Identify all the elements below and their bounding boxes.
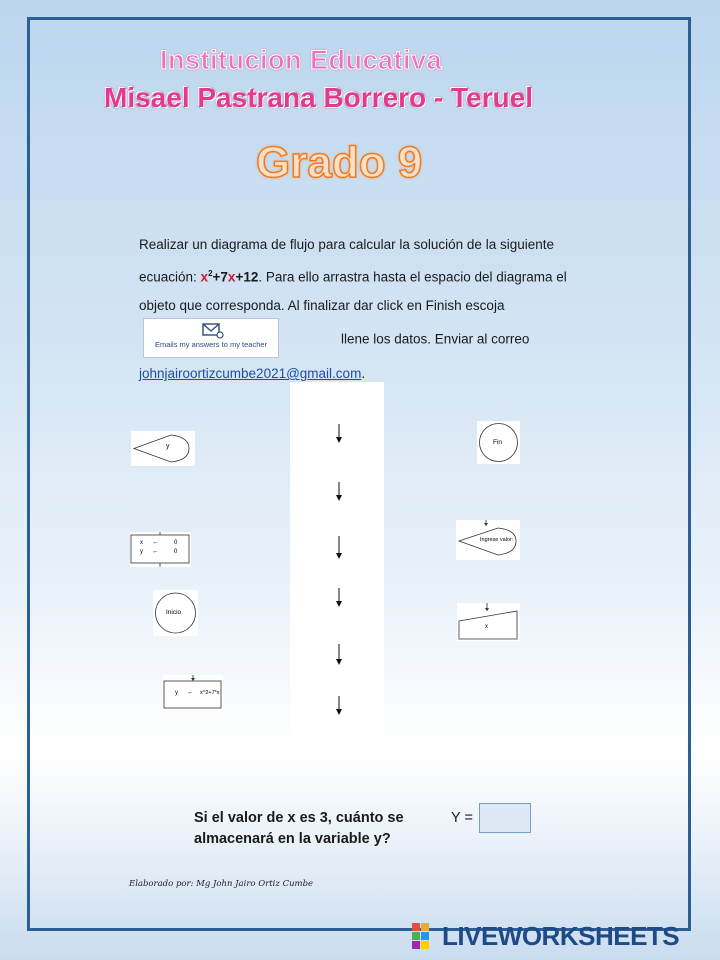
instructions: Realizar un diagrama de flujo para calcular la solución de la siguiente ecuación: $x^2+7x+12$. Para ello arrastra hasta el espacio del diagrama el objeto que corresponda. Al finalizar dar click en Finish escoja Emails my answers to my teacher llene los datos. Enviar al correo johnjairoortizcumbe2021@gmail.com. bbox=[139, 237, 567, 381]
flow-arrow-icon bbox=[335, 696, 343, 716]
answer-label: Y = bbox=[451, 810, 473, 826]
ingrese-valor-shape[interactable]: Ingrese valor: bbox=[456, 520, 520, 560]
inicio-shape[interactable]: Inicio bbox=[153, 590, 198, 636]
question-text: Si el valor de x es 3, cuánto se almacenará en la variable y? bbox=[194, 810, 404, 847]
author-signature: Elaborado por: Mg John Jairo Ortiz Cumbe bbox=[129, 879, 314, 889]
grade-title: Grado 9 bbox=[256, 138, 423, 187]
school-title-line1: Institucion Educativa bbox=[160, 45, 443, 75]
envelope-icon bbox=[196, 323, 226, 339]
output-y-shape[interactable]: y bbox=[131, 431, 195, 466]
email-answers-button[interactable]: Emails my answers to my teacher bbox=[143, 318, 279, 358]
teacher-email-link[interactable]: johnjairoortizcumbe2021@gmail.com bbox=[139, 366, 362, 381]
assign-y-shape[interactable]: y ← x^2+7*x bbox=[163, 675, 223, 711]
flow-arrow-icon bbox=[335, 482, 343, 502]
answer-input[interactable] bbox=[479, 803, 531, 833]
diagram-drop-column[interactable] bbox=[290, 382, 384, 758]
school-title-line2: Misael Pastrana Borrero - Teruel bbox=[104, 82, 533, 113]
input-x-shape[interactable]: x bbox=[457, 603, 520, 641]
flow-arrow-icon bbox=[335, 644, 343, 666]
fin-shape[interactable]: Fin bbox=[477, 421, 520, 464]
flow-arrow-icon bbox=[335, 536, 343, 560]
flow-arrow-icon bbox=[335, 424, 343, 444]
liveworksheets-logo-icon bbox=[412, 923, 438, 949]
init-variables-shape[interactable]: x ← 0 y ← 0 bbox=[130, 532, 191, 567]
flow-arrow-icon bbox=[335, 588, 343, 608]
